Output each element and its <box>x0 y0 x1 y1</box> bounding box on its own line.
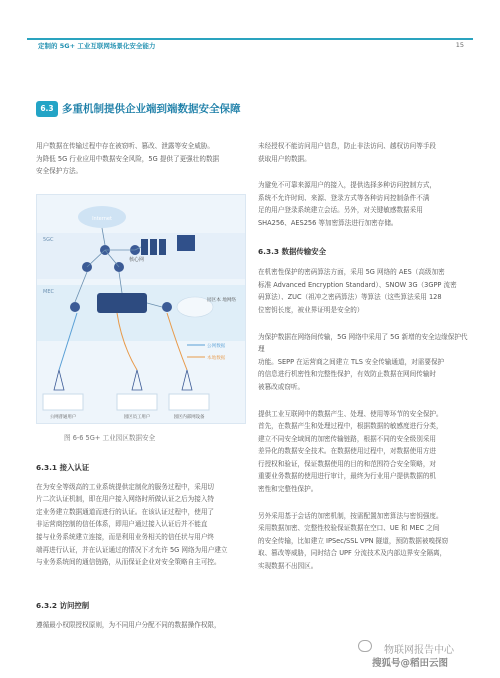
mec-label: MEC <box>43 289 54 295</box>
server-icon <box>150 239 157 255</box>
section-title: 多重机制提供企业端到端数据安全保障 <box>62 103 241 115</box>
text-line: 安全保护方法。 <box>36 167 83 176</box>
storage-icon <box>177 235 195 251</box>
page-number: 15 <box>455 41 464 49</box>
server-icon <box>141 239 148 255</box>
text-line: 端再进行认证，并在认证通过的情况下才允许 5G 网络为用户建立 <box>36 545 228 554</box>
header-rule <box>27 38 473 40</box>
antenna-tower-icon <box>54 370 64 390</box>
text-line: 被篡改或窃听。 <box>258 382 305 391</box>
text-line: 的安全传输，比如建立 IPSec/SSL VPN 隧道，预防数据被嗅探窃 <box>258 536 449 545</box>
sgc-label: 5GC <box>43 237 54 243</box>
text-line: 重要业务数据的使用进行审计，最终为行业用户提供数据的机 <box>258 472 437 481</box>
text-line: 码算法）、ZUC（祖冲之密码算法）等算法（这些算法采用 128 <box>258 293 442 302</box>
text-line: 接与业务系统建立连接，而是利用业务相关的信任状与用户终 <box>36 532 215 541</box>
user-label: 园区内部网设备 <box>173 415 205 420</box>
section-number-badge: 6.3 <box>36 101 58 117</box>
user-label: 公网普通用户 <box>49 415 77 420</box>
campus-net-label: 园区本 地网络 <box>207 298 237 303</box>
text-line: 为避免不可靠来源用户的接入，提供选择多种访问控制方式， <box>258 181 437 190</box>
watermark-source: 物联网报告中心 <box>384 645 454 656</box>
text-line: 的信息进行机密性和完整性保护，有效防止数据在网间传输时 <box>258 370 437 379</box>
mec-server-icon <box>97 293 147 313</box>
section-6-3-2 <box>36 600 246 631</box>
user-box <box>169 394 209 410</box>
text-line: 足的用户登录系统建立会话。另外，对关键敏感数据采用 <box>258 206 423 215</box>
text-line: 与业务系统间的通信链路，从而保证企业对安全策略自主可控。 <box>36 558 221 567</box>
text-line: 行授权和验证，保证数据使用的目的和范围符合安全策略，对 <box>258 459 437 468</box>
text-line: 建立不同安全域间的加密传输链路，根据不同的安全级别采用 <box>258 434 437 443</box>
text-line: 用户数据在传输过程中存在被窃听、篡改、泄露等安全威胁。 <box>36 142 215 150</box>
section-6-3-1 <box>36 462 246 569</box>
text-line: 片二次认证机制，即在用户接入网络时所做认证之后为接入特 <box>36 495 215 504</box>
text-line: 在为安全等级高的工业系统提供定制化的服务过程中，采用切 <box>36 482 215 491</box>
text-line: 获取用户的数据。 <box>258 154 311 163</box>
text-line: 在机密性保护的密码算法方面，采用 5G 网络的 AES（高级加密 <box>258 268 445 277</box>
watermark-account: 搜狐号@稻田云图 <box>372 658 449 669</box>
intro-paragraph <box>36 140 246 178</box>
text-line: 差异化的数据安全技术。在数据使用过程中，对数据使用方进 <box>258 447 437 456</box>
text-line: 提供工业互联网中的数据产生、处理、使用等环节的安全保护。 <box>258 409 443 418</box>
network-diagram-figure <box>36 194 246 424</box>
router-icon <box>162 302 172 312</box>
legend-local-label: 本地数据 <box>207 356 226 361</box>
text-line: SHA256、AES256 等加密算法进行加密存储。 <box>258 218 398 227</box>
subsection-title: 6.3.1 接入认证 <box>36 463 90 472</box>
user-box <box>43 394 83 410</box>
server-icon <box>159 239 166 255</box>
text-line: 系统不允许时间、来源、登录方式等各种访问控制条件不满 <box>258 193 430 202</box>
text-line: 遵循最小权限授权原则，为不同用户分配不同的数据操作权限， <box>36 620 221 629</box>
text-line: 功能。SEPP 在运营商之间建立 TLS 安全传输通道，对需要保护 <box>258 357 445 366</box>
subsection-title: 6.3.3 数据传输安全 <box>258 246 326 256</box>
running-header-title: 定制的 5G+ 工业互联网场景化安全能力 <box>38 42 156 50</box>
antenna-tower-icon <box>132 370 142 390</box>
figure-caption: 图 6-6 5G+ 工业园区数据安全 <box>64 434 156 442</box>
user-label: 园区员工用户 <box>123 415 151 420</box>
core-label: 核心网 <box>129 257 145 263</box>
legend-public-label: 公网数据 <box>207 344 226 349</box>
antenna-tower-icon <box>182 370 192 390</box>
text-line: 取、篡改等威胁，同时结合 UPF 分流技术及内部边界安全隔离， <box>258 549 447 558</box>
text-line: 为降低 5G 行业应用中数据安全风险，5G 提供了更强壮的数据 <box>36 154 220 163</box>
text-line: 采用数据加密、完整性校验保证数据在空口、UE 和 MEC 之间 <box>258 524 440 533</box>
subsection-title: 6.3.2 访问控制 <box>36 601 90 610</box>
internet-label: Internet <box>92 216 112 222</box>
text-line: 为保护数据在网络间传输，5G 网络中采用了 5G 新增的安全边缘保护代理 <box>258 332 468 354</box>
text-line: 位密钥长度，被业界证明是安全的） <box>258 305 364 314</box>
router-icon <box>70 302 80 312</box>
text-line: 实现数据不出园区。 <box>258 562 318 571</box>
text-line: 标准 Advanced Encryption Standard）、SNOW 3G（3GPP 流密 <box>258 280 457 289</box>
right-column <box>258 140 472 573</box>
text-line: 未经授权不能访问用户信息，防止非法访问、越权访问等手段 <box>258 142 437 150</box>
text-line: 首先，在数据产生和处理过程中，根据数据的敏感度进行分类， <box>258 422 443 431</box>
user-box <box>117 394 157 410</box>
text-line: 密性和完整性保护。 <box>258 485 318 494</box>
text-line: 另外采用基于会话的加密机制，按需配置加密算法与密钥强度。 <box>258 511 443 520</box>
network-diagram <box>37 195 245 423</box>
text-line: 定业务建立数据通道而进行的认证。在该认证过程中，使用了 <box>36 507 215 516</box>
wechat-icon <box>358 640 372 652</box>
text-line: 非运营商控制的信任体系，即用户通过接入认证后并不能直 <box>36 520 208 529</box>
